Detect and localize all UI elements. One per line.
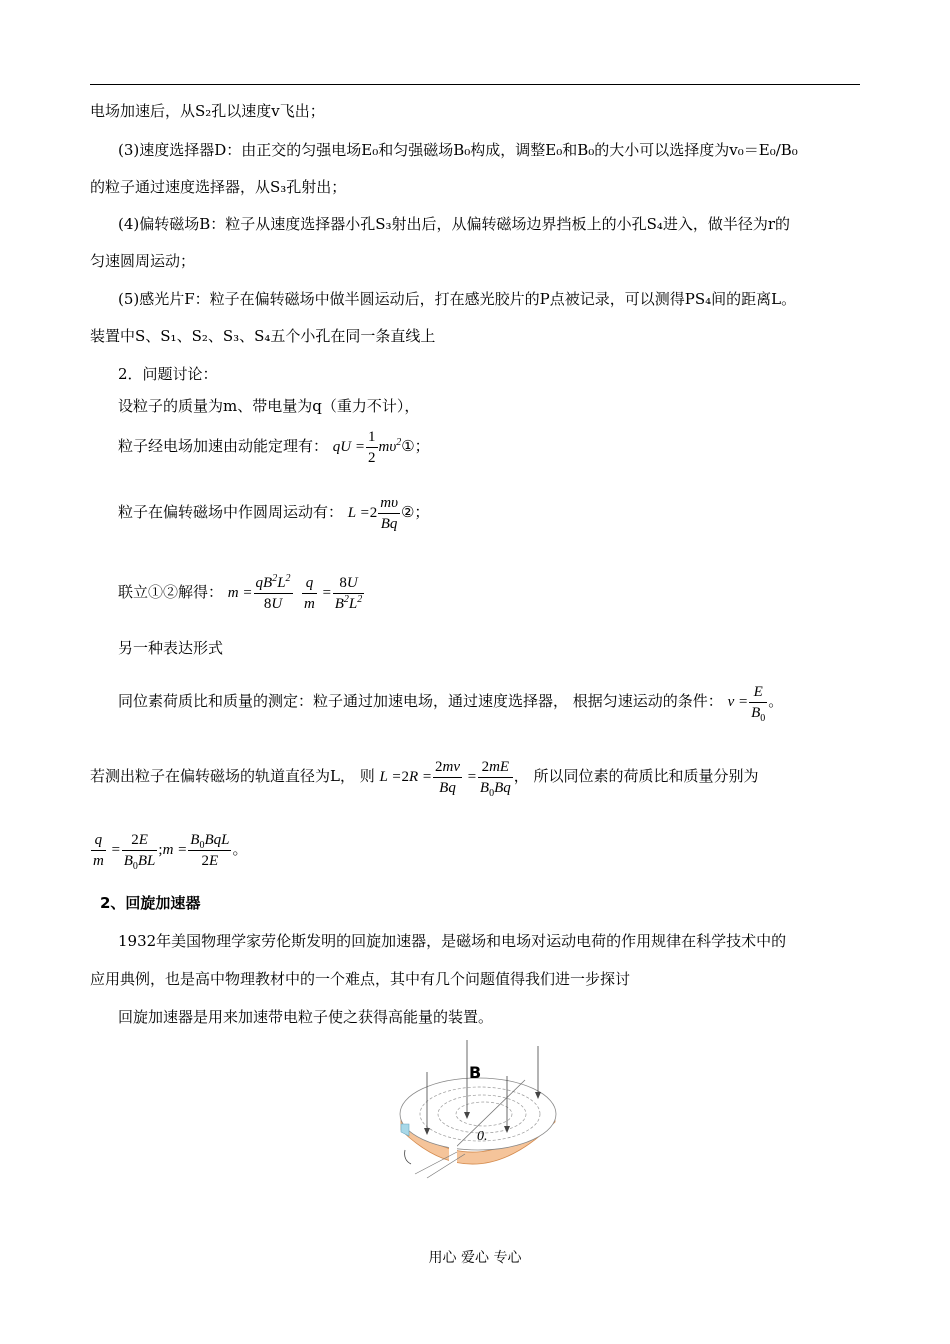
header-rule bbox=[90, 84, 860, 85]
diameter-equation: L =2R = $\frac{2mv}{Bq}$ = $\frac{2mE}{B_0Bq}$ bbox=[379, 759, 511, 799]
eq-label: 同位素荷质比和质量的测定：粒子通过加速电场，通过速度选择器， 根据匀速运动的条件： bbox=[118, 691, 723, 710]
radius-equation: L =2 $\frac{m\upsilon}{Bq}$ bbox=[347, 495, 398, 532]
text-line: 电场加速后，从S₂孔以速度v飞出； bbox=[90, 102, 325, 120]
eq-label: 若测出粒子在偏转磁场的轨道直径为L， 则 bbox=[90, 766, 375, 785]
text-line: (4)偏转磁场B：粒子从速度选择器小孔S₃射出后，从偏转磁场边界挡板上的小孔S₄进入，做半径为r的 bbox=[118, 215, 791, 233]
label-o: 0. bbox=[477, 1129, 488, 1144]
exit-arrow bbox=[405, 1150, 411, 1164]
equation-line-1 bbox=[118, 427, 430, 468]
text-line: 回旋加速器是用来加速带电粒子使之获得高能量的装置。 bbox=[118, 1008, 494, 1026]
period: 。 bbox=[232, 839, 248, 858]
eq-label: 粒子经电场加速由动能定理有： bbox=[118, 436, 329, 455]
eq-tail: ， 所以同位素的荷质比和质量分别为 bbox=[513, 766, 759, 785]
period: 。 bbox=[768, 691, 784, 710]
text-line: 应用典例，也是高中物理教材中的一个难点，其中有几个问题值得我们进一步探讨 bbox=[90, 970, 631, 988]
eq-number: ①； bbox=[401, 436, 430, 455]
equation-line-5 bbox=[90, 757, 759, 798]
equation-line-6 bbox=[90, 830, 248, 871]
text-line: (5)感光片F：粒子在偏转磁场中做半圆运动后，打在感光胶片的P点被记录，可以测得PS₄间的距离L。 bbox=[118, 290, 797, 308]
gap-slot bbox=[449, 1140, 457, 1170]
equation-line-2 bbox=[118, 493, 429, 534]
text-line: 匀速圆周运动； bbox=[90, 252, 196, 270]
text-line: 的粒子通过速度选择器，从S₃孔射出； bbox=[90, 178, 347, 196]
equation-line-3 bbox=[118, 573, 365, 614]
text-line: (3)速度选择器D：由正交的匀强电场E₀和匀强磁场B₀构成，调整E₀和B₀的大小可以选择度为v₀＝E₀/B₀ bbox=[118, 141, 798, 159]
section-heading: 2、回旋加速器 bbox=[100, 894, 201, 912]
equation-line-4 bbox=[118, 682, 783, 723]
text-line: 另一种表达形式 bbox=[118, 639, 224, 657]
eq-label: 联立①②解得： bbox=[118, 582, 224, 601]
text-line: 2．问题讨论： bbox=[118, 365, 218, 383]
text-line: 1932年美国物理学家劳伦斯发明的回旋加速器，是磁场和电场对运动电荷的作用规律在科学技术中的 bbox=[118, 932, 787, 950]
eq-label: 粒子在偏转磁场中作圆周运动有： bbox=[118, 502, 344, 521]
label-b: B bbox=[469, 1063, 482, 1082]
text-line: 设粒子的质量为m、带电量为q（重力不计）， bbox=[118, 397, 420, 415]
cyclotron-figure bbox=[385, 1040, 565, 1210]
page-footer: 用心 爱心 专心 bbox=[428, 1250, 522, 1266]
mass-solution: m = $\frac{qB^2L^2}{8U}$ $\frac{q}{m}$ = $\frac{8U}{B^2L^2}$ bbox=[227, 573, 363, 612]
gap-marker bbox=[401, 1124, 409, 1136]
eq-number: ②； bbox=[400, 502, 430, 521]
kinetic-energy-equation: qU = $\frac{1}{2}$ $m\upsilon^2$ bbox=[332, 429, 402, 466]
velocity-condition: v = $\frac{E}{B_0}$ bbox=[727, 684, 766, 724]
charge-mass-ratio-equation: $\frac{q}{m}$ = $\frac{2E}{B_0BL}$ ;m = $\frac{B_0BqL}{2E}$ bbox=[93, 832, 230, 872]
text-line: 装置中S、S₁、S₂、S₃、S₄五个小孔在同一条直线上 bbox=[90, 327, 436, 345]
